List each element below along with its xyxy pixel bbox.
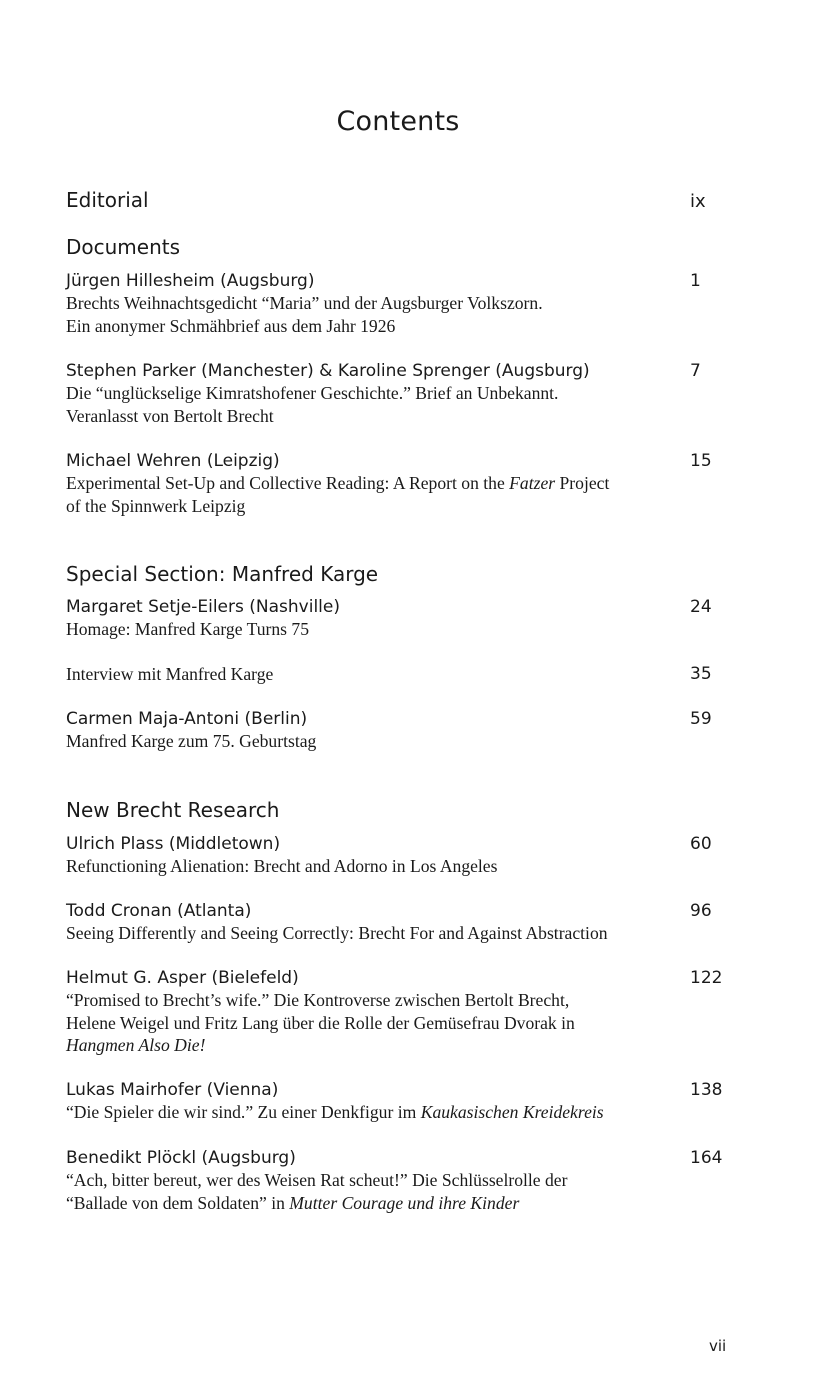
entry-title-line: Brechts Weihnachtsgedicht “Maria” und der Augsburger Volkszorn. [66,293,543,313]
entry-title-line: Interview mit Manfred Karge [66,664,274,684]
page-number: 60 [690,834,712,854]
entry-author: Todd Cronan (Atlanta) [66,901,252,921]
entry-title-line: Homage: Manfred Karge Turns 75 [66,619,310,639]
page-number: 15 [690,451,712,471]
title-text: Experimental Set-Up and Collective Reading: A Report on the [66,473,510,493]
title-italic: Hangmen Also Die! [66,1035,206,1055]
toc-entry-mairhofer [66,1079,726,1124]
title-text: “Die Spieler die wir sind.” Zu einer Denkfigur im [66,1102,421,1122]
title-italic: Kaukasischen Kreidekreis [420,1102,604,1122]
entry-author: Michael Wehren (Leipzig) [66,451,280,471]
toc-entry-interview [66,663,726,686]
toc-entry-hillesheim [66,270,726,337]
entry-title-line: Refunctioning Alienation: Brecht and Adorno in Los Angeles [66,856,498,876]
page-number: 138 [690,1080,723,1100]
toc-entry-asper [66,967,726,1057]
toc-entry-maja [66,708,726,753]
section-heading: Special Section: Manfred Karge [66,562,379,586]
entry-title-line [66,472,726,495]
section-research [66,797,726,823]
entry-title-line: Ein anonymer Schmähbrief aus dem Jahr 1926 [66,315,396,336]
entry-author: Helmut G. Asper (Bielefeld) [66,968,299,988]
page-number: 59 [690,709,712,729]
entry-author: Stephen Parker (Manchester) & Karoline Sprenger (Augsburg) [66,361,590,381]
page-number: 35 [690,664,712,684]
entry-title-line [66,1192,726,1215]
page-number: 7 [690,361,701,381]
page-number: 164 [690,1148,723,1168]
title-italic: Fatzer [509,473,556,493]
section-documents [66,234,726,260]
title-italic: Mutter Courage und ihre Kinder [289,1192,520,1213]
title-text: “Ballade von dem Soldaten” in [66,1192,290,1213]
entry-author: Margaret Setje-Eilers (Nashville) [66,597,340,617]
entry-title-line [66,1034,726,1057]
toc-entry-wehren [66,450,726,517]
toc-entry-ploeckl [66,1147,726,1214]
toc-entry-plass [66,833,726,878]
entry-title-line: Helene Weigel und Fritz Lang über die Rolle der Gemüsefrau Dvorak in [66,1012,575,1033]
page-number: 96 [690,901,712,921]
section-heading: Documents [66,235,181,259]
page-title: Contents [336,106,460,137]
entry-title-line: Seeing Differently and Seeing Correctly: Brecht For and Against Abstraction [66,923,608,943]
page-number: 122 [690,968,723,988]
entry-author: Jürgen Hillesheim (Augsburg) [66,271,315,291]
entry-title-line: of the Spinnwerk Leipzig [66,495,246,516]
page-number: 1 [690,271,701,291]
entry-author: Carmen Maja-Antoni (Berlin) [66,709,308,729]
entry-author: Benedikt Plöckl (Augsburg) [66,1148,296,1168]
toc-entry-parker [66,360,726,427]
entry-title-line: “Ach, bitter bereut, wer des Weisen Rat scheut!” Die Schlüsselrolle der [66,1170,568,1190]
entry-author: Lukas Mairhofer (Vienna) [66,1080,279,1100]
entry-title-line: Die “unglückselige Kimratshofener Geschichte.” Brief an Unbekannt. [66,383,559,403]
section-editorial [66,187,726,213]
entry-title-line: “Promised to Brecht’s wife.” Die Kontroverse zwischen Bertolt Brecht, [66,990,570,1010]
toc-entry-setje [66,596,726,641]
page-number: ix [690,191,706,212]
entry-title-line [66,1101,726,1124]
entry-title-line: Veranlasst von Bertolt Brecht [66,405,274,426]
folio-page-number: vii [709,1337,727,1355]
section-heading: Editorial [66,188,149,212]
entry-title-line: Manfred Karge zum 75. Geburtstag [66,731,317,751]
page-number: 24 [690,597,712,617]
toc-entry-cronan [66,900,726,945]
entry-author: Ulrich Plass (Middletown) [66,834,281,854]
title-text: Project [555,473,610,493]
section-special [66,561,726,587]
section-heading: New Brecht Research [66,798,280,822]
